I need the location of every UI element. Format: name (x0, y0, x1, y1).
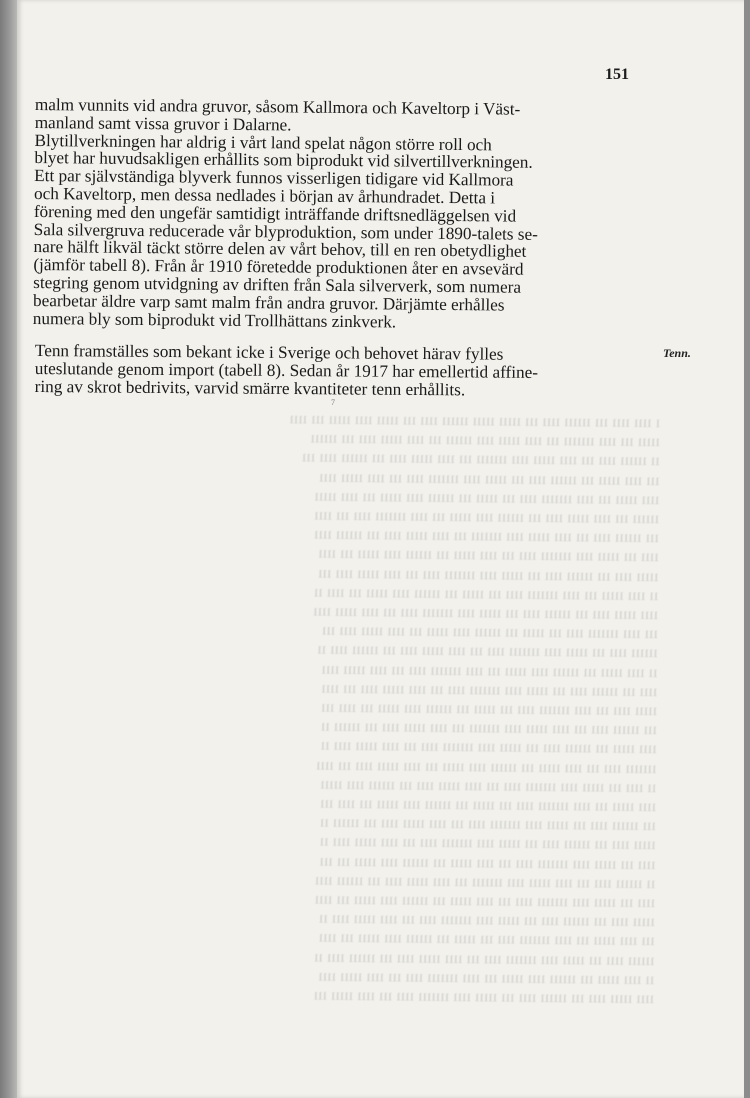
text-line: manland samt vissa gruvor i Dalarne. (34, 112, 292, 135)
text-line: malm vunnits vid andra gruvor, såsom Kallmora och Kaveltorp i Väst- (34, 95, 521, 119)
scan-left-edge (0, 0, 17, 1098)
text-line: numera bly som biprodukt vid Trollhättans zinkverk. (32, 308, 397, 332)
print-mark: 7 (331, 398, 335, 407)
page-number: 151 (605, 66, 629, 83)
text-line: förening med den ungefär samtidigt inträffande driftsnedläggelsen vid (33, 201, 517, 226)
text-line: nare hälft likväl täckt större delen av vårt behov, till en ren obetydlighet (33, 237, 527, 262)
text-line: Blytillverkningen har aldrig i vårt land spelat någon större roll och (34, 130, 492, 154)
text-line: och Kaveltorp, men dessa nedlades i början av århundradet. Detta i (33, 183, 496, 208)
margin-note-tin: Tenn. (663, 346, 691, 360)
text-line: stegring genom utvidgning av driften från Sala silververk, som numera (33, 272, 522, 297)
text-line: (jämför tabell 8). Från år 1910 företedde produktionen åter en avsevärd (33, 255, 524, 279)
reverse-side-show-through: ı ıııı ıııı ııı ıııııı ıııı ııı ııııı ııııı ıııııı ıııı ııı ııııı ıııı ııııı ııı ıııı ııııı ııı ıııı ııııııı ııı ıııı ııııı ıııı ıııııı ııı ıııı ııııı ıııı ııı ıııııı ıı ıııııı ıııı ııı ıııı ııııı ıııı ııııııı ııı ıııı ııııı ıııı ııı ıııııı ıııı ııı ııı ıııı ııııı ııı ıııııı ıııı ııı ııııı ıııı ııııııı ıııı ııı ıııı ııııı ıııı ıııı ııııı ııı ıııı ııııııı ıııı ııı ııııı ııı ıııııı ıııı ııııı ııı ıııı ııııı ıııııı ııı ıııı ııııı ıııı ııı ıııııı ıııı ııııı ııı ıııı ııııııı ıııı ııı ıııı ııı ıııııı ıııı ııı ıııı ııııı ıııı ııııııı ııı ıııı ııııı ıııı ııı ıııııı ıııı ıııı ııı ııııı ıııı ııııııı ıııı ııı ıııı ııııı ııı ıııııı ıııı ııııı ııı ıııı ııııı ıııı ııı ıııııı ıııı ııı ııııı ıııı ııııııı ıııı ııı ıııı ııııı ıııı ııı ıı ıııı ııııı ııı ıııı ııııııı ıııı ııı ııııı ııı ıııııı ıııı ııııı ııı ıııı ıı ıııı ııııı ıııı ııı ıııııı ıııı ııı ııııı ıııı ııııııı ıııı ııı ıııı ııııı ıııı ııı ıııı ııııııı ıııı ııı ııııı ııı ıııııı ıııı ııııı ııı ıııı ııııı ıııı ııı ıııııı ıııı ııı ııııı ıııı ııııııı ıııı ııı ıııı ııııı ıııı ııı ıııııı ıııı ıı ıı ıııı ııııı ııı ıııııı ıııı ııııı ııı ıııı ııııııı ıııı ııı ıııı ııııı ıııı ıııı ııı ıııııı ıııı ııı ııııı ıııı ııııııı ıııı ııı ıııı ııııı ıııı ııı ıııı ııııı ıııı ııı ıııı ııııııı ıııı ııı ııııı ııı ıııııı ıııı ııııı ııı ıııı ııı ııı ıııııı ıııı ııı ıııı ııııı ıııı ııııııı ııı ıııı ııııı ıııı ııı ıııııı ıı ıııı ııııı ııı ıııııı ıııı ııı ııııı ıııı ııııııı ıııı ııı ıııı ııııı ıııı ıı ııııııı ıııı ııı ıııı ııııı ııı ıııııı ıııı ııııı ııı ıııı ııııı ıııı ııı ıııı ıı ıııı ııı ııııı ıııı ııııııı ıııı ııı ıııı ııııı ıııı ııı ıııııı ıııı ııııı ıııı ııııı ııı ıııı ııııııı ıııı ııı ııııı ııı ıııııı ıııı ııııı ııı ıııı ııı ııı ıııııı ıııı ııı ııııı ıııı ııııııı ıııı ııı ıııı ııııı ıııı ııı ıııııı ıı ııııı ıııı ııı ıııııı ıııı ııı ııııı ıııı ııııııı ıııı ııı ıııı ııııı ıııı ıı ıııı ııı ııııı ıııı ııııııı ıııı ııı ıııı ııııı ııı ıııııı ıııı ııııı ııı ııı ıı ıııııı ıııı ııı ıııı ııııı ıııı ııııııı ııı ıııı ııııı ıııı ııı ıııııı ıııı ıııı ııı ııııı ıııı ııııııı ıııı ııı ıııı ııııı ııı ıııııı ıııı ııııı ııı ıııı ııııı ıııı ııı ıııııı ıııı ııı ııııı ıııı ııııııı ıııı ııı ıııı ııııı ıııı ıı ııı ıııı ııııı ııı ıııı ııııııı ıııı ııı ııııı ııı ıııııı ıııı ııııı ııı ıııı ıııııı ıııı ııı ııııı ıııı ııııııı ıııı ııı ıııı ııııı ıııı ııı ıııııı ıııı ıı ıı ıııı ııııı ııı ıııııı ıııı ııııı ııı ıııı ııııııı ıııı ııı ıııı ııııı ıııı ıııı ııııı ıııı ııı ıııııı ıııı ııı ııııı ıııı ııııııı ıııı ııı ıııı ııııı ııı (289, 410, 661, 1008)
text-line: Sala silvergruva reducerade vår blyproduktion, som under 1890-talets se- (33, 219, 538, 244)
text-line: Tenn framställes som bekant icke i Sverige och behovet härav fylles (34, 341, 504, 364)
text-line: ring av skrot bedrivits, varvid smärre kvantiteter tenn erhållits. (34, 376, 466, 399)
text-line: bearbetar äldre varp samt malm från andra gruvor. Därjämte erhålles (32, 290, 505, 315)
paragraph-tin (35, 342, 635, 400)
paragraph-lead-and-silver (33, 96, 635, 333)
text-line: blyet har huvudsakligen erhållits som biprodukt vid silvertillverkningen. (34, 148, 533, 173)
document-page (17, 0, 744, 1098)
text-line: uteslutande genom import (tabell 8). Sedan år 1917 har emellertid affine- (34, 358, 539, 382)
text-line: Ett par självständiga blyverk funnos visserligen tidigare vid Kallmora (34, 166, 514, 190)
